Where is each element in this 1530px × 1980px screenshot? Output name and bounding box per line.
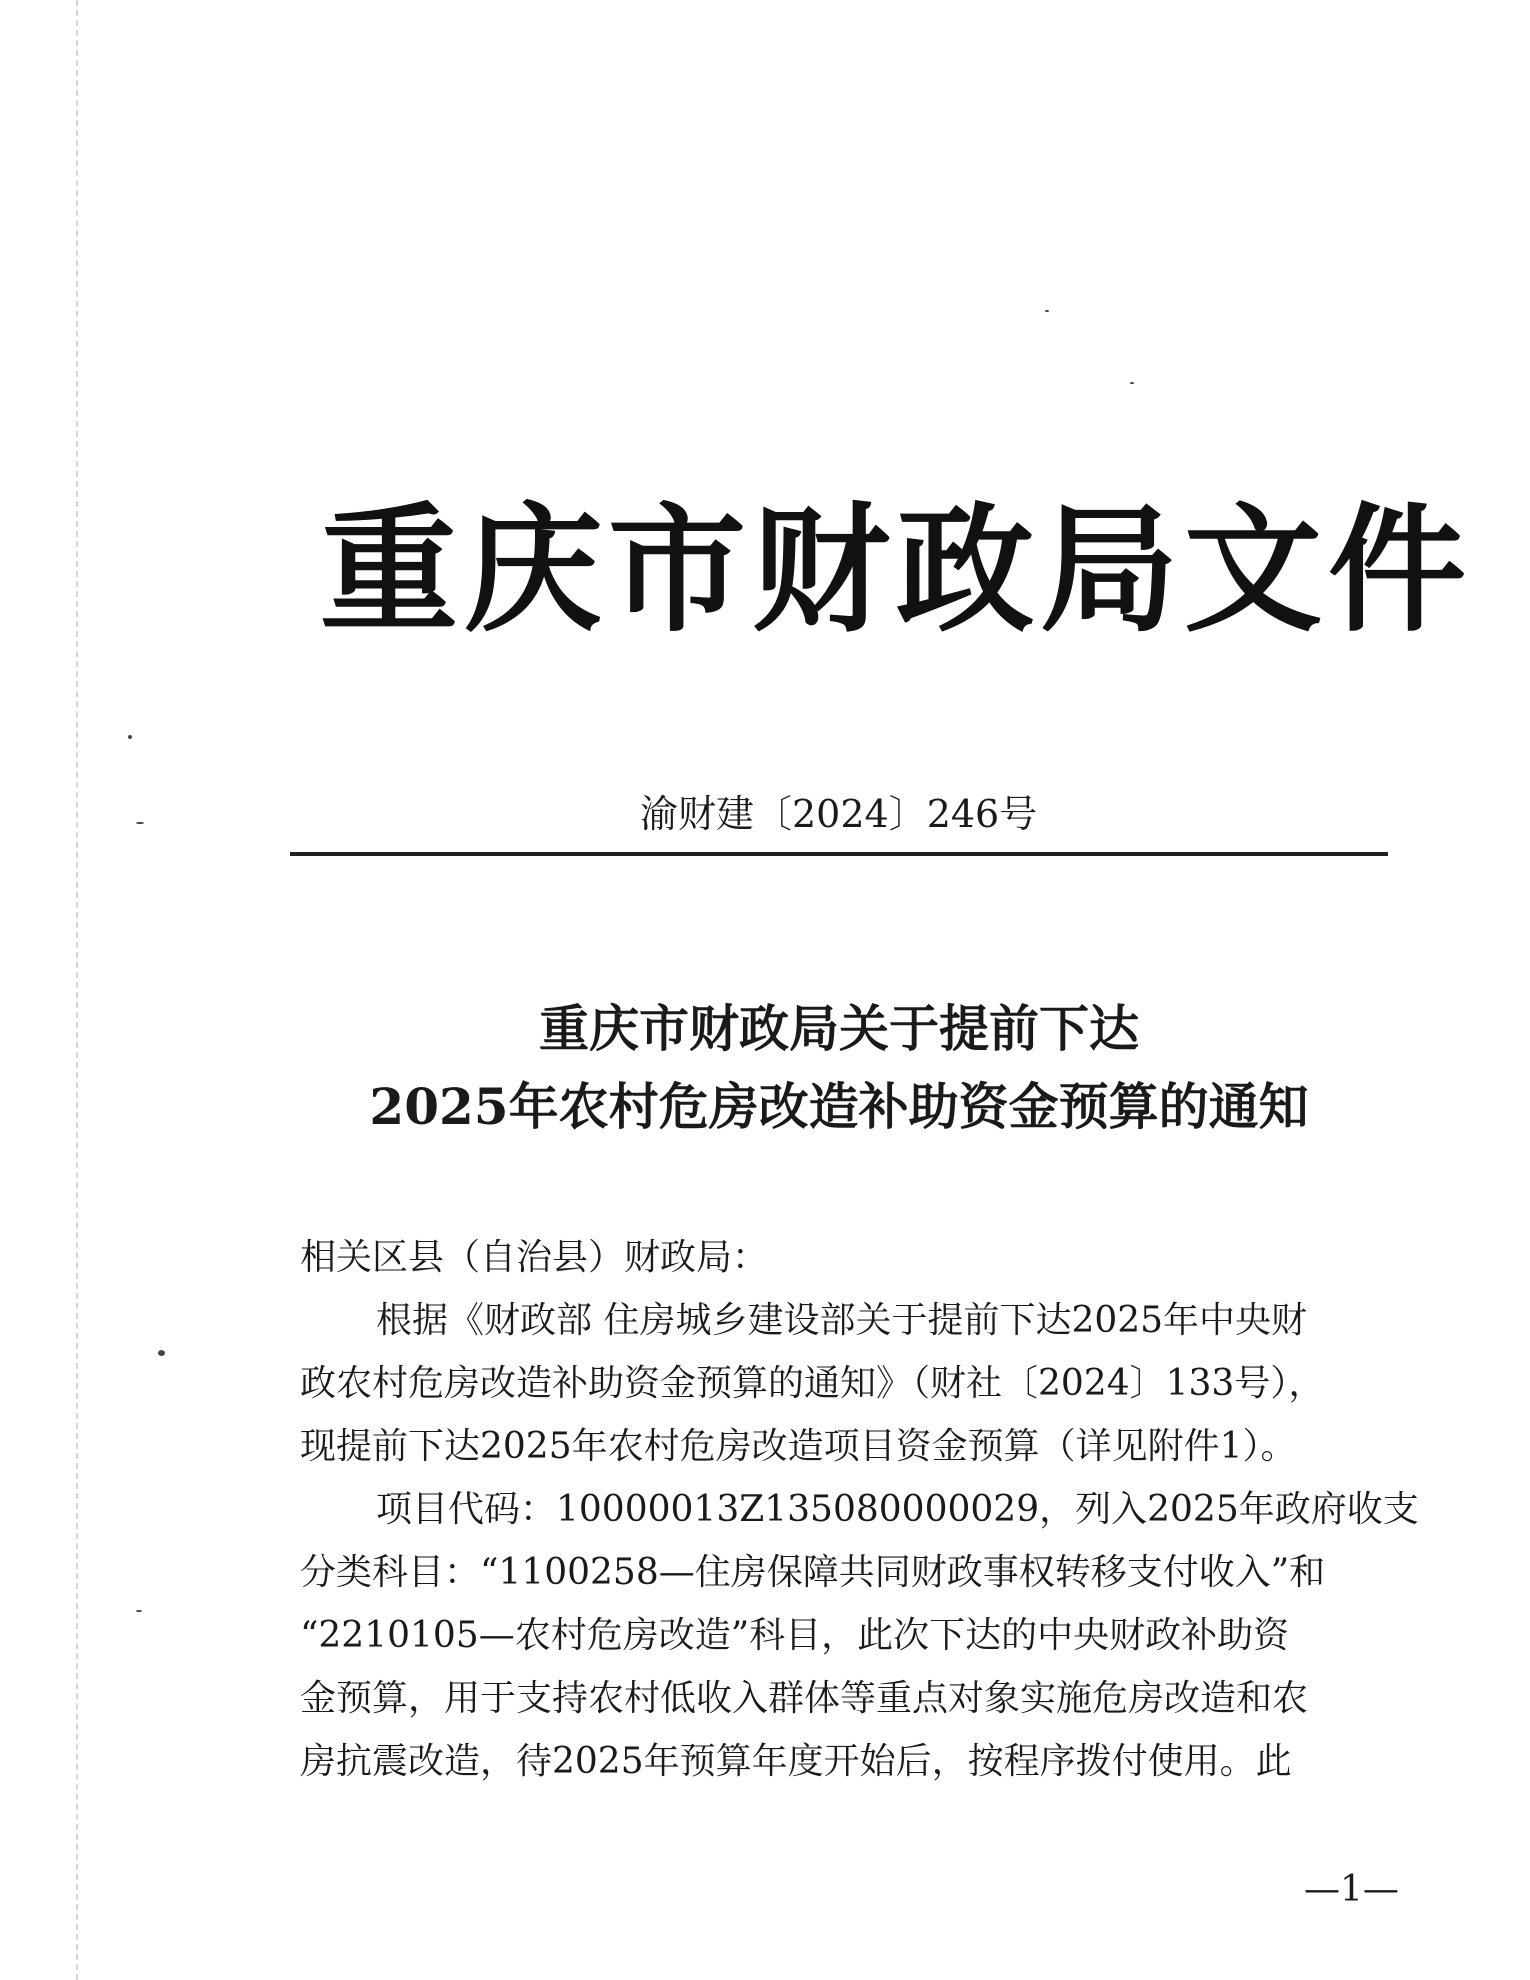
scan-margin-line [76,0,78,1980]
page-number: —1— [1304,1869,1399,1910]
body-line: 分类科目：“1100258—住房保障共同财政事权转移支付收入”和 [300,1552,1326,1593]
scan-speck [128,735,132,739]
scan-speck [1130,382,1134,384]
title-line-2: 2025年农村危房改造补助资金预算的通知 [369,1077,1309,1136]
document-number: 渝财建〔2024〕246号 [640,792,1038,836]
document-masthead: 重庆市财政局文件 [320,488,1473,651]
title-line-1: 重庆市财政局关于提前下达 [539,999,1139,1058]
scan-speck [1045,310,1049,312]
document-body [300,1226,1419,1793]
body-line: “2210105—农村危房改造”科目，此次下达的中央财政补助资 [300,1615,1290,1656]
body-line: 房抗震改造，待2025年预算年度开始后，按程序拨付使用。此 [300,1741,1292,1782]
body-line: 金预算，用于支持农村低收入群体等重点对象实施危房改造和农 [300,1678,1309,1719]
salutation: 相关区县（自治县）财政局： [300,1237,769,1278]
scan-speck [136,822,144,824]
header-rule [290,852,1388,856]
body-line: 根据《财政部 住房城乡建设部关于提前下达2025年中央财 [376,1300,1308,1341]
body-line: 现提前下达2025年农村危房改造项目资金预算（详见附件1）。 [300,1426,1297,1467]
scan-speck [158,1350,165,1356]
scan-speck [136,1610,142,1612]
body-line: 项目代码：10000013Z135080000029，列入2025年政府收支 [376,1489,1419,1530]
document-title [290,990,1388,1146]
body-line: 政农村危房改造补助资金预算的通知》（财社〔2024〕133号）， [300,1363,1325,1404]
